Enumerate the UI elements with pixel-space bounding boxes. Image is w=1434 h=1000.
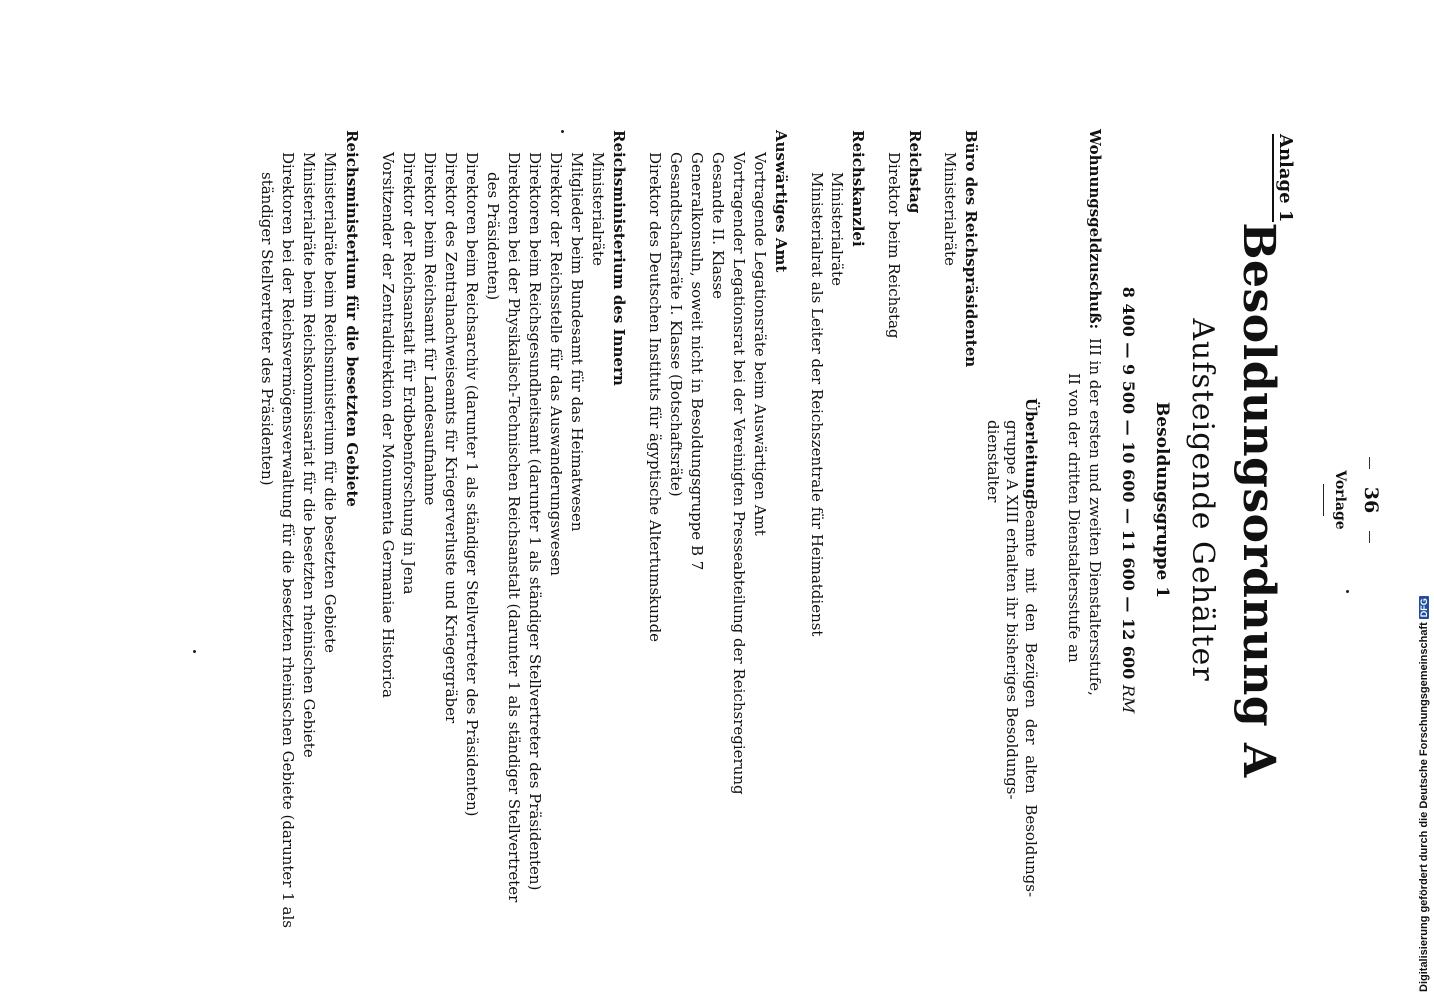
list-item: Vortragende Legationsräte beim Auswärtigen Amt [751, 152, 769, 536]
list-item: Gesandtschaftsräte I. Klasse (Botschaftsräte) [667, 152, 685, 497]
transition-line: dienstalter [984, 420, 1002, 503]
list-item: Gesandte II. Klasse [709, 152, 727, 300]
list-item: Ministerialräte [828, 172, 846, 286]
transition-line: Beamte mit den Bezügen der alten Besoldungs- [1022, 499, 1040, 898]
list-item: Direktoren beim Reichsgesundheitsamt (darunter 1 als ständiger Stellvertreter des Präsidenten) [526, 152, 544, 891]
salary-scale [1119, 0, 1138, 1000]
list-item: Direktor des Deutschen Instituts für ägyptische Altertumskunde [646, 152, 664, 643]
list-item: Direktoren bei der Reichsvermögensverwaltung für die besetzten rheinischen Gebiete (darunter 1 als [279, 152, 297, 928]
housing-allowance-line: II von der dritten Dienstaltersstufe an [1065, 373, 1083, 663]
scan-speck [561, 130, 564, 133]
list-item: Direktor beim Reichstag [885, 152, 903, 339]
list-item: Mitglieder beim Bundesamt für das Heimatwesen [568, 152, 586, 532]
list-item: Vorsitzender der Zentraldirektion der Monumenta Germaniae Historica [379, 152, 397, 698]
section-heading: Reichsministerium für die besetzten Gebiete [343, 130, 361, 507]
annex-label: Anlage 1 [1272, 134, 1296, 222]
list-item: Ministerialrat als Leiter der Reichszentrale für Heimatdienst [808, 172, 826, 637]
list-item: Direktor beim Reichsamt für Landesaufnahme [421, 152, 439, 506]
section-heading: Reichskanzlei [849, 130, 867, 247]
section-heading: Auswärtiges Amt [772, 130, 790, 273]
document-subtitle: Aufsteigende Gehälter [1185, 318, 1220, 682]
transition-label: Überleitung: [1022, 398, 1040, 505]
dfg-logo: DFG [1419, 598, 1429, 618]
pay-group-title: Besoldungsgruppe 1 [1152, 401, 1172, 599]
list-item: Ministerialräte beim Reichsministerium für die besetzten Gebiete [321, 152, 339, 653]
list-item: Direktor der Reichsanstalt für Erdbebenforschung in Jena [400, 152, 418, 595]
section-heading: Reichstag [906, 130, 924, 214]
digitization-credit [1418, 596, 1430, 992]
list-item: Ministerialräte [941, 152, 959, 266]
list-item: Direktor der Reichsstelle für das Auswanderungswesen [547, 152, 565, 576]
page-label: Vorlage [1332, 470, 1348, 530]
list-item: ständiger Stellvertreter des Präsidenten) [258, 172, 276, 486]
dash-left [1370, 457, 1371, 469]
document-title: Besoldungsordnung A [1233, 222, 1284, 778]
scan-speck [1346, 590, 1349, 593]
list-item: Ministerialräte beim Reichskommissariat für die besetzten rheinischen Gebiete [300, 152, 318, 758]
dash-right [1370, 531, 1371, 543]
list-item: Generalkonsuln, soweit nicht in Besoldungsgruppe B 7 [688, 152, 706, 571]
list-item: Ministerialräte [589, 152, 607, 266]
credit-text: Digitalisierung gefördert durch die Deutsche Forschungsgemeinschaft [1418, 622, 1430, 992]
salary-steps: 8 400 — 9 500 — 10 600 — 11 600 — 12 600 [1119, 286, 1138, 680]
label-rule [1323, 484, 1324, 516]
page-number [1360, 0, 1382, 1000]
page-number-text: 36 [1360, 486, 1382, 514]
list-item: des Präsidenten) [484, 172, 502, 301]
list-item: Direktoren beim Reichsarchiv (darunter 1 als ständiger Stellvertreter des Präsidenten) [463, 152, 481, 817]
section-heading: Büro des Reichspräsidenten [962, 130, 980, 368]
list-item: Vortragender Legationsrat bei der Vereinigten Presseabteilung der Reichsregierung [730, 152, 748, 795]
housing-allowance-label: Wohnungsgeldzuschuß: [1086, 129, 1104, 330]
housing-allowance-line: III in der ersten und zweiten Dienstaltersstufe, [1086, 338, 1104, 696]
scan-speck [193, 650, 196, 653]
list-item: Direktor des Zentralnachweiseamts für Kriegerverluste und Kriegergräber [442, 152, 460, 724]
list-item: Direktoren bei der Physikalisch-Technischen Reichsanstalt (darunter 1 als ständiger Stellvertreter [505, 152, 523, 903]
section-heading: Reichsministerium des Innern [610, 130, 628, 386]
salary-unit: RM [1119, 684, 1138, 714]
transition-line: gruppe A XIII erhalten ihr bisheriges Besoldungs- [1003, 420, 1021, 800]
